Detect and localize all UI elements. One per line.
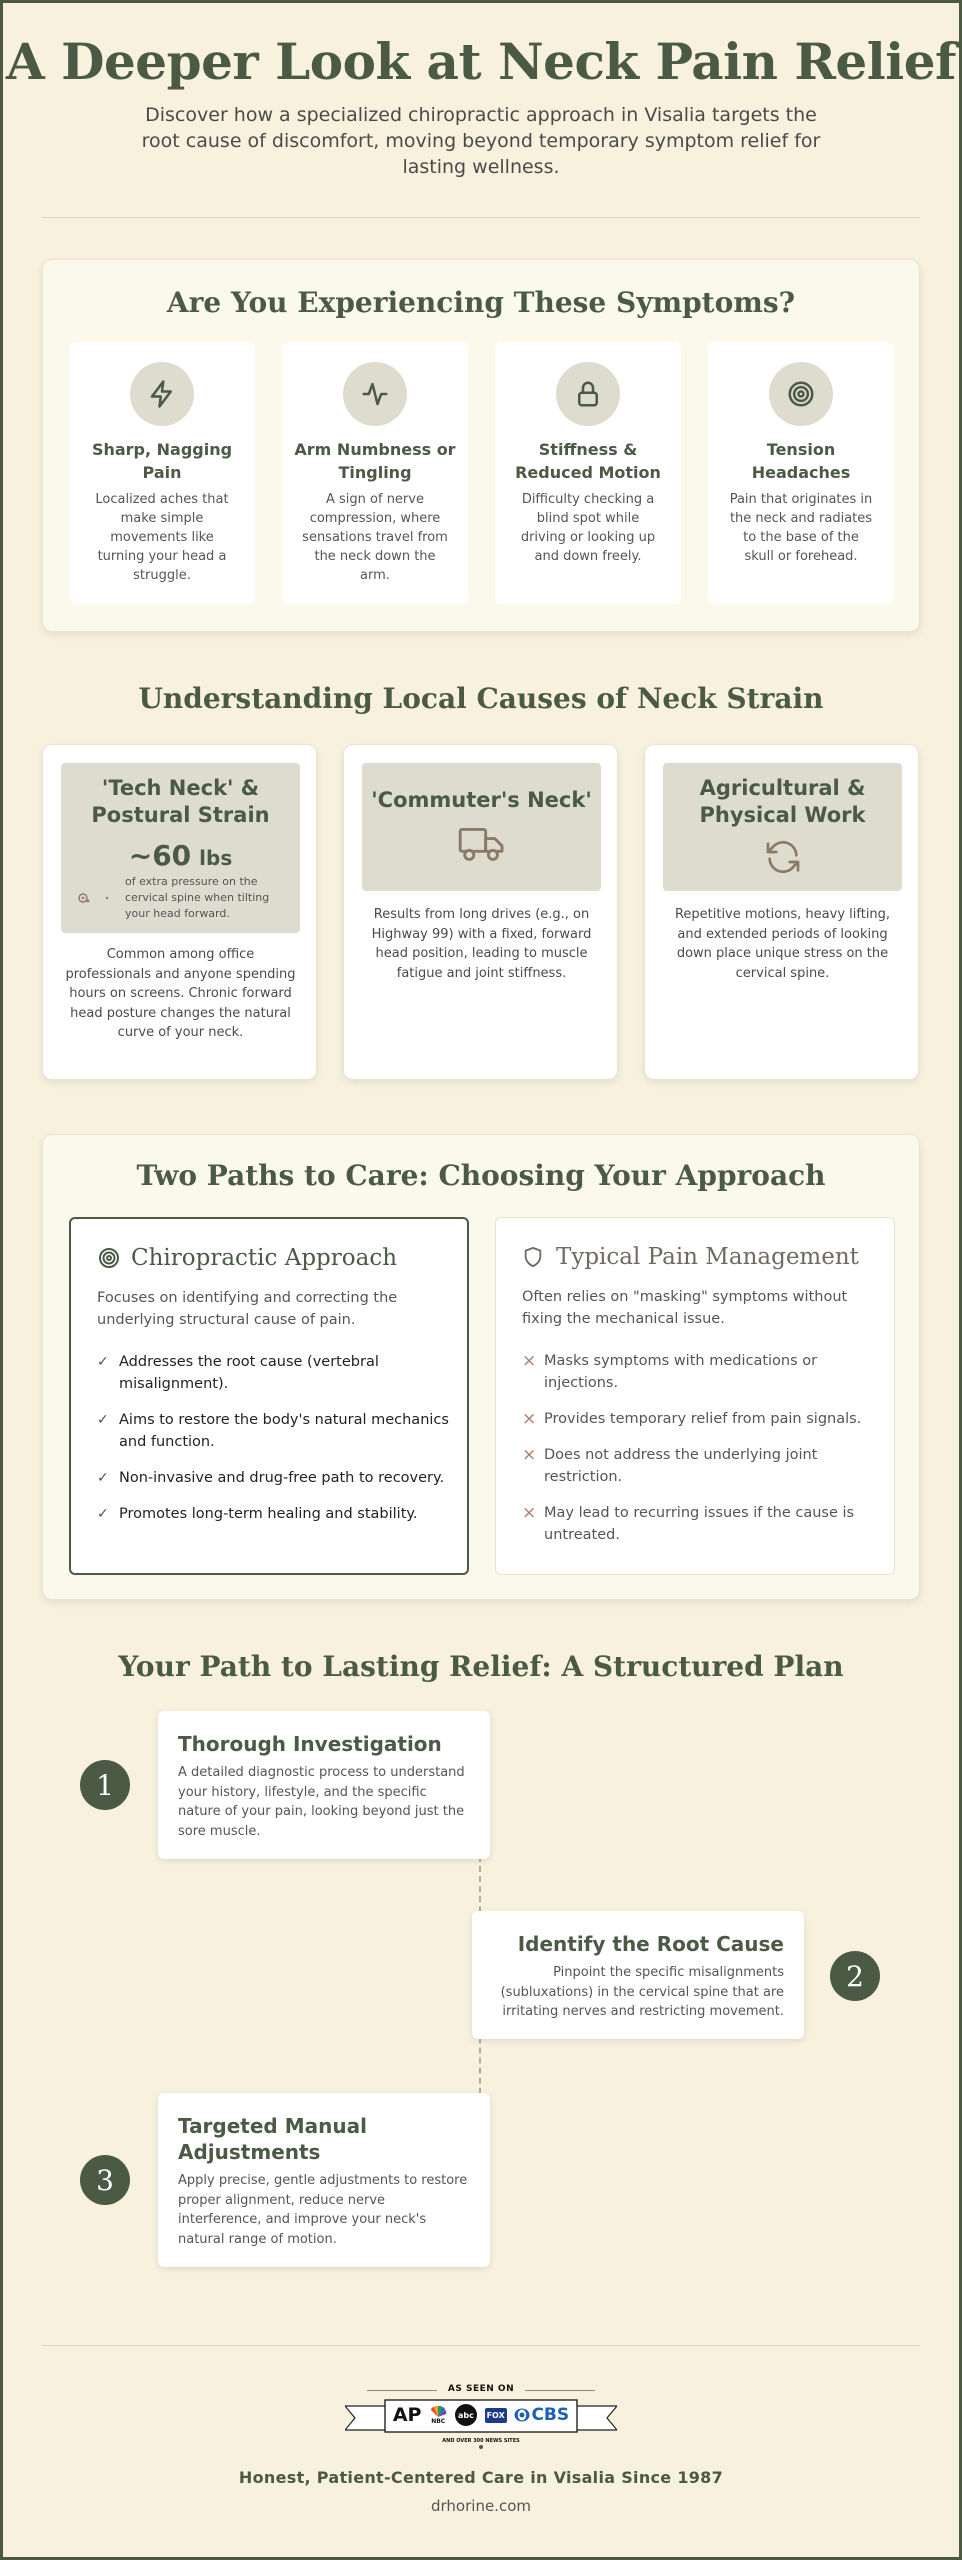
page-subtitle: Discover how a specialized chiropractic approach in Visalia targets the root cause of discomfort, moving beyond temporary symptom relief for lasting wellness. (141, 104, 821, 178)
cause-card-commuter-neck (343, 744, 618, 1080)
symptom-card (495, 342, 681, 604)
media-logos (389, 2402, 573, 2428)
head-tilt-icon (77, 874, 125, 922)
stat-note: of extra pressure on the cervical spine when tilting your head forward. (125, 875, 270, 920)
as-seen-on-banner (345, 2384, 617, 2452)
footer-tagline: Honest, Patient-Centered Care in Visalia Since 1987 (238, 2468, 724, 2487)
pulse-icon (343, 362, 407, 426)
check-icon: ✓ (97, 1470, 109, 1486)
step-title: Thorough Investigation (178, 1732, 442, 1756)
chiropractic-title: Chiropractic Approach (131, 1245, 398, 1271)
stat-unit: lbs (199, 846, 233, 870)
cause-title: Agricultural & Physical Work (699, 776, 866, 827)
symptoms-title: Are You Experiencing These Symptoms? (166, 286, 796, 319)
list-item: × Masks symptoms with medications or injections. (522, 1350, 876, 1394)
paths-title: Two Paths to Care: Choosing Your Approach (136, 1159, 826, 1192)
cause-header (61, 763, 300, 933)
cause-card-agricultural-work (644, 744, 919, 1080)
check-icon: ✓ (97, 1412, 109, 1428)
target-icon (769, 362, 833, 426)
cause-desc: Results from long drives (e.g., on Highway 99) with a fixed, forward head position, leading to muscle fatigue and joint stiffness. (371, 907, 592, 981)
step-title: Targeted Manual Adjustments (178, 2114, 367, 2164)
symptom-title: Stiffness & Reduced Motion (515, 440, 661, 482)
cross-icon: × (522, 1409, 537, 1429)
typical-intro: Often relies on "masking" symptoms without fixing the mechanical issue. (522, 1289, 848, 1327)
step-desc: Pinpoint the specific misalignments (subluxations) in the cervical spine that are irritating nerves and restricting movement. (500, 1965, 784, 2019)
fox-logo: FOX (485, 2408, 507, 2423)
nbc-logo: NBC (429, 2406, 447, 2425)
stat-note-row (77, 874, 284, 922)
symptom-title: Arm Numbness or Tingling (294, 440, 456, 482)
page-title: A Deeper Look at Neck Pain Relief (5, 32, 957, 91)
step-card-root-cause (472, 1911, 804, 2039)
list-item: ✓ Addresses the root cause (vertebral misalignment). (97, 1351, 451, 1395)
target-icon (97, 1246, 121, 1270)
cross-icon: × (522, 1445, 537, 1465)
check-icon: ✓ (97, 1354, 109, 1370)
cause-stat (61, 839, 300, 872)
chiropractic-intro: Focuses on identifying and correcting the underlying structural cause of pain. (97, 1290, 398, 1328)
symptom-desc: Pain that originates in the neck and radiates to the base of the skull or forehead. (729, 492, 873, 564)
list-item: × May lead to recurring issues if the cause is untreated. (522, 1502, 876, 1546)
symptom-desc: Difficulty checking a blind spot while driving or looking up and down freely. (520, 492, 656, 564)
step-card-adjustments (158, 2093, 490, 2267)
symptom-desc: A sign of nerve compression, where sensations travel from the neck down the arm. (302, 492, 448, 583)
step-card-investigation (158, 1711, 490, 1859)
truck-icon (362, 824, 601, 864)
divider (42, 2345, 920, 2346)
typical-title: Typical Pain Management (556, 1244, 859, 1270)
logos-note: AND OVER 300 NEWS SITES (442, 2438, 520, 2444)
typical-pain-management-card (495, 1217, 895, 1575)
cross-icon: × (522, 1503, 537, 1523)
cause-desc: Common among office professionals and anyone spending hours on screens. Chronic forward head posture changes the natural curve of your neck. (65, 947, 296, 1040)
symptom-title: Tension Headaches (751, 440, 851, 482)
lightning-icon (130, 362, 194, 426)
lock-icon (556, 362, 620, 426)
symptom-card (282, 342, 468, 604)
list-item: ✓ Non-invasive and drug-free path to recovery. (97, 1467, 451, 1489)
cause-title: 'Commuter's Neck' (371, 788, 592, 812)
shield-icon (522, 1245, 544, 1269)
cause-card-tech-neck (42, 744, 317, 1080)
step-number: 2 (830, 1951, 880, 2001)
cause-title: 'Tech Neck' & Postural Strain (91, 776, 270, 827)
stat-value: ~60 (128, 839, 192, 872)
symptom-card (69, 342, 255, 604)
ap-logo: AP (392, 2404, 422, 2426)
list-item: ✓ Promotes long-term healing and stability. (97, 1503, 451, 1525)
step-desc: Apply precise, gentle adjustments to restore proper alignment, reduce nerve interference, and improve your neck's natural range of motion. (178, 2173, 468, 2247)
causes-title: Understanding Local Causes of Neck Strain (138, 682, 824, 715)
list-item: × Provides temporary relief from pain signals. (522, 1409, 862, 1429)
symptoms-section (42, 259, 920, 632)
symptom-desc: Localized aches that make simple movements like turning your head a struggle. (95, 492, 229, 583)
abc-logo: abc (455, 2404, 477, 2426)
typical-title-row (522, 1244, 859, 1270)
refresh-icon (663, 837, 902, 877)
cause-header (663, 763, 902, 891)
chiropractic-title-row (97, 1245, 397, 1271)
as-seen-on-label: AS SEEN ON (447, 2384, 515, 2394)
list-item: × Does not address the underlying joint restriction. (522, 1444, 876, 1488)
symptom-title: Sharp, Nagging Pain (91, 440, 233, 482)
cause-header (362, 763, 601, 891)
plan-title: Your Path to Lasting Relief: A Structured Plan (118, 1650, 844, 1683)
divider (42, 217, 920, 218)
step-number: 1 (80, 1760, 130, 1810)
chiropractic-benefits-list (97, 1351, 451, 1539)
step-desc: A detailed diagnostic process to understand your history, lifestyle, and the specific nature of your pain, looking beyond just the sore muscle. (178, 1765, 465, 1839)
cause-desc: Repetitive motions, heavy lifting, and extended periods of looking down place unique stress on the cervical spine. (674, 907, 891, 981)
chiropractic-approach-card (69, 1217, 469, 1575)
typical-drawbacks-list (522, 1350, 876, 1560)
symptom-card (708, 342, 894, 604)
step-number: 3 (80, 2155, 130, 2205)
cross-icon: × (522, 1351, 537, 1371)
paths-section (42, 1134, 920, 1600)
cbs-logo: CBS (514, 2405, 569, 2425)
step-title: Identify the Root Cause (517, 1932, 784, 1956)
check-icon: ✓ (97, 1506, 109, 1522)
website-link[interactable]: drhorine.com (431, 2497, 531, 2515)
list-item: ✓ Aims to restore the body's natural mechanics and function. (97, 1409, 451, 1453)
